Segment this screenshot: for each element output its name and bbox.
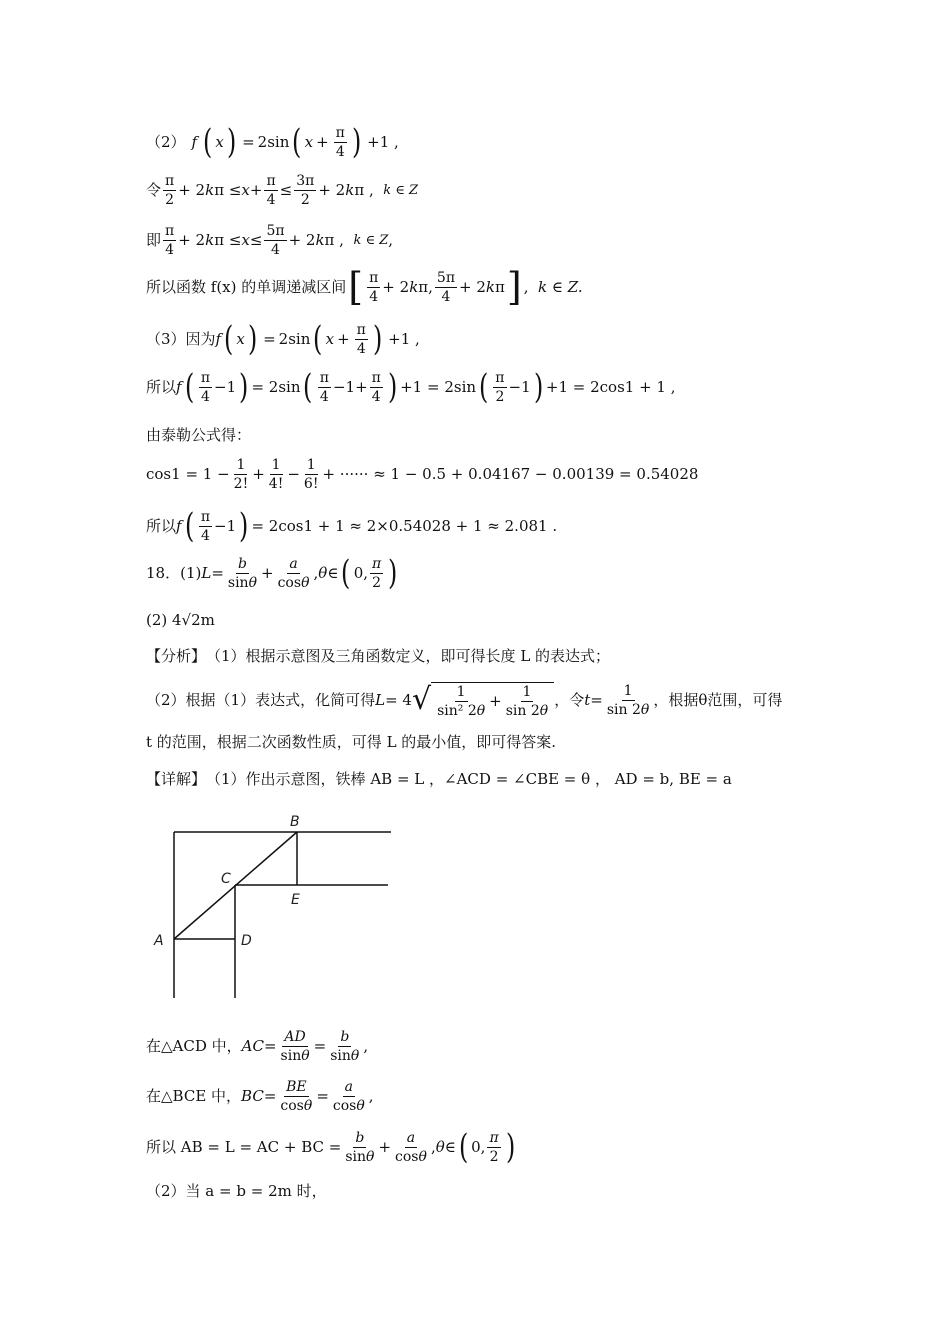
part3-evaluation-line: 所以 f ( $\frac{\pi}{4}$ −1 ) = 2sin ( $\frac{\pi}{4}$ −1+ $\frac{\pi}{4}$ ) +1 = 2sin ( $\frac{\pi}{2}$ −1 ) +1 = 2cos1 + 1 , (146, 367, 676, 407)
in-bce: 在△BCE 中， (146, 1087, 242, 1105)
part3-label: （3）因为 (146, 329, 216, 348)
k-set-3: k ∈ Z. (538, 277, 583, 296)
cos1-expansion-line: cos1 = 1 − $\frac{1}{2!}$ + $\frac{1}{4!}$ − $\frac{1}{6!}$ + ······ ≈ 1 − 0.5 + 0.04167 − 0.00139 = 0.54028 (146, 457, 699, 492)
let-inequality-line: 令 $\frac{\pi}{2}$ + 2 k π ≤ x + $\frac{\pi}{4}$ ≤ $\frac{3\pi}{2}$ + 2 k π , k ∈ Z (146, 173, 419, 208)
analysis-line-3 (146, 735, 556, 750)
ji-prefix: 即 (146, 231, 162, 249)
taylor-intro (146, 428, 251, 443)
so-ab: 所以 AB = L = AC + BC = (146, 1137, 342, 1156)
analysis-2a: （2）根据（1）表达式，化简可得 (146, 690, 376, 709)
conclusion-text: 所以函数 f(x) 的单调递减区间 (146, 277, 347, 296)
since-text-2: 所以 (146, 516, 177, 535)
part2-function-line: （2） f ( x ) = 2sin ( x + $\frac{\pi}{4}$ ) +1 , (146, 122, 399, 162)
q18-answer2-line (146, 613, 215, 628)
label-d: D (241, 933, 252, 949)
corridor-figure (148, 812, 408, 1012)
analysis-line-2: （2）根据（1）表达式，化简可得 L = 4 √ $\frac{1}{\text{sin² 2θ}}$ + $\frac{1}{\sin 2\theta}$ ，令 t = $\frac{1}{\sin 2\theta}$ ，根据θ范围，可得 (146, 682, 783, 719)
detail-tag: 【详解】 (146, 770, 207, 788)
taylor-intro-text: 由泰勒公式得： (146, 426, 252, 444)
part2-label: （2） (146, 132, 186, 151)
part3-function-line: （3）因为 f ( x ) = 2sin ( x + $\frac{\pi}{4}$ ) +1 , (146, 319, 420, 359)
ji-inequality-line: 即 $\frac{\pi}{4}$ + 2 k π ≤ x ≤ $\frac{5\pi}{4}$ + 2 k π , k ∈ Z , (146, 223, 394, 258)
detail-1: （1）作出示意图，铁棒 AB = L ，∠ACD = ∠CBE = θ ， AD = b, BE = a (206, 770, 732, 788)
decreasing-interval-line: 所以函数 f(x) 的单调递减区间 [ $\frac{\pi}{4}$ + 2 k π, $\frac{5\pi}{4}$ + 2 k π ] , k ∈ Z. (146, 265, 583, 309)
k-set-1: k ∈ Z (383, 183, 419, 198)
label-e: E (291, 892, 300, 908)
label-c: C (221, 871, 231, 887)
q18-answer2: (2) 4√2m (146, 611, 215, 629)
part2-when: （2）当 a = b = 2m 时， (146, 1182, 327, 1200)
analysis-2b: ，令 (554, 690, 585, 709)
analysis-tag: 【分析】 (146, 647, 207, 665)
q18-answer1-line: 18．(1) L = $\frac{b}{\sin\theta}$ + $\frac{a}{\cos\theta}$ , θ ∈ ( 0, $\frac{\pi}{2}$ ) (146, 553, 398, 593)
final-value-line: 所以 f ( $\frac{\pi}{4}$ −1 ) = 2cos1 + 1 ≈ 2×0.54028 + 1 ≈ 2.081 . (146, 506, 558, 546)
acd-line: 在△ACD 中， AC = $\frac{AD}{\sin\theta}$ = $\frac{b}{\sin\theta}$ , (146, 1029, 369, 1064)
since-text: 所以 (146, 377, 177, 396)
part2-when-line (146, 1184, 327, 1199)
label-b: B (290, 814, 300, 830)
analysis-line-1 (146, 649, 610, 664)
q18-label: 18．(1) (146, 563, 202, 582)
cos1-result: ≈ 1 − 0.5 + 0.04167 − 0.00139 = 0.54028 (373, 465, 699, 483)
k-set-2: k ∈ Z (353, 233, 389, 248)
let-prefix: 令 (146, 181, 162, 199)
final-result: = 2cos1 + 1 ≈ 2×0.54028 + 1 ≈ 2.081 . (251, 516, 558, 535)
label-a: A (154, 933, 164, 949)
in-acd: 在△ACD 中， (146, 1037, 242, 1055)
ab-sum-line: 所以 AB = L = AC + BC = $\frac{b}{\sin\theta}$ + $\frac{a}{\cos\theta}$ , θ ∈ ( 0, $\frac{\pi}{2}$ ) (146, 1127, 515, 1167)
analysis-3: t 的范围，根据二次函数性质，可得 L 的最小值，即可得答案. (146, 733, 557, 751)
analysis-1: （1）根据示意图及三角函数定义，即可得长度 L 的表达式； (206, 647, 611, 665)
bce-line: 在△BCE 中， BC = $\frac{BE}{\cos\theta}$ = $\frac{a}{\cos\theta}$ , (146, 1079, 374, 1114)
detail-line-1 (146, 772, 732, 787)
analysis-2c: ，根据θ范围，可得 (653, 690, 783, 709)
